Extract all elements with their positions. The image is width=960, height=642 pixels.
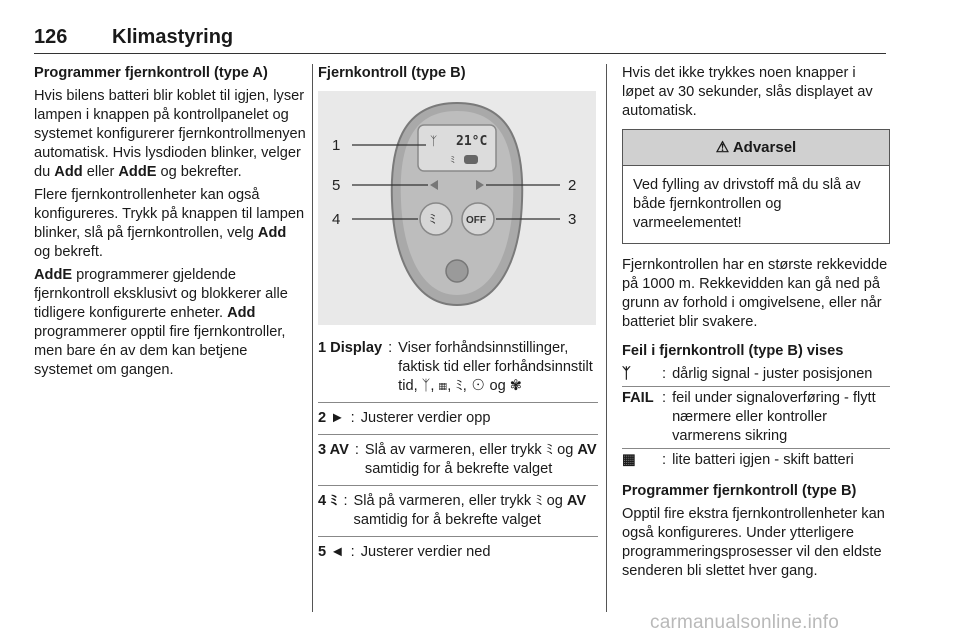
legend-item-off <box>318 441 598 479</box>
signal-icon: ᛉ <box>622 366 631 382</box>
legend-term: 3 AV <box>318 442 349 458</box>
column-3 <box>622 64 890 585</box>
legend-term: 2 ► <box>318 410 345 426</box>
fail-desc: lite batteri igjen - skift batteri <box>672 452 854 468</box>
text: Hvis bilens batteri blir koblet til igjen, lyser lampen i knappen på kontrollpanelet og systemet konfigurerer fjernkontrollmenyen automatisk. Hvis lysdioden blinker, velger du <box>34 88 306 180</box>
fail-desc: feil under signaloverføring - flytt nærmere eller kontroller varmerens sikring <box>672 390 876 444</box>
section-heading-type-b: Fjernkontroll (type B) <box>318 65 466 81</box>
legend-term: 4 ﾐ <box>318 493 338 509</box>
column-divider-2 <box>606 64 607 612</box>
fail-sep: : <box>662 366 667 382</box>
fail-item-battery <box>622 451 890 470</box>
legend-item-on <box>318 492 598 530</box>
column-1 <box>34 64 306 384</box>
column-2 <box>318 64 598 562</box>
legend-desc <box>354 492 598 530</box>
legend-term: 5 ◄ <box>318 544 345 560</box>
section-heading-type-a: Programmer fjernkontroll (type A) <box>34 65 268 81</box>
warning-header <box>623 130 889 166</box>
divider <box>622 448 890 449</box>
callout-3: 3 <box>568 211 577 228</box>
warning-box <box>622 129 890 244</box>
legend-desc: Justerer verdier opp <box>360 410 491 426</box>
legend-item-down <box>318 543 598 562</box>
heat-icon: ﾐ <box>429 212 436 228</box>
paragraph-range: Fjernkontrollen har en største rekkevidde på 1000 m. Rekkevidden kan gå ned på grunn av forhold i omgivelsene, eller når batteriet blir svakere. <box>622 257 888 330</box>
heat-button[interactable] <box>420 203 452 235</box>
chapter-title: Klimastyring <box>112 26 234 48</box>
callout-5: 5 <box>332 177 341 194</box>
divider <box>318 485 598 486</box>
fail-term: FAIL <box>622 390 654 406</box>
fail-heading: Feil i fjernkontroll (type B) vises <box>622 343 844 359</box>
callout-4: 4 <box>332 211 341 228</box>
divider <box>622 386 890 387</box>
fail-list <box>622 365 890 470</box>
term-add: Add <box>257 225 287 241</box>
header-rule <box>34 53 886 54</box>
callout-2: 2 <box>568 177 577 194</box>
text: Flere fjernkontrollenheter kan også konfigureres. Trykk på knappen til lampen blinker, slå på fjernkontrollen, velg <box>34 187 305 241</box>
text: programmerer opptil fire fjernkontroller, men bare én av dem kan betjene systemet om gangen. <box>34 324 286 378</box>
warning-body: Ved fylling av drivstoff må du slå av både fjernkontrollen og varmeelementet! <box>633 177 861 231</box>
display-heat-icon: ﾐ <box>450 155 455 166</box>
legend-sep: : <box>343 493 348 509</box>
lower-button[interactable] <box>446 260 468 282</box>
legend-sep: : <box>350 410 355 426</box>
text: programmerer gjeldende fjernkontroll eksklusivt og blokkerer alle tidligere konfigurerte enheter. <box>34 267 288 321</box>
term-add: Add <box>54 164 83 180</box>
fail-item-signal <box>622 365 890 384</box>
legend-desc: Justerer verdier ned <box>360 544 491 560</box>
term-add: Add <box>227 305 256 321</box>
heat-icon: ﾐ <box>545 442 554 458</box>
legend-desc <box>365 441 598 479</box>
column-divider-1 <box>312 64 313 612</box>
text: og <box>553 442 578 458</box>
warning-title: Advarsel <box>732 139 797 156</box>
fail-item-fail <box>622 389 890 446</box>
callout-1: 1 <box>332 137 341 154</box>
off-label: OFF <box>466 215 486 226</box>
divider <box>318 536 598 537</box>
page-header <box>34 26 886 52</box>
page-number: 126 <box>34 26 68 48</box>
remote-control-figure <box>318 91 596 325</box>
fail-desc: dårlig signal - juster posisjonen <box>672 366 873 382</box>
paragraph-program: Opptil fire ekstra fjernkontrollenheter kan også konfigureres. Under ytterligere programmeringsprosesser vil den eldste senderen bli slettet hver gang. <box>622 506 885 579</box>
divider <box>318 434 598 435</box>
heat-icon: ﾐ <box>535 493 543 509</box>
legend-item-display <box>318 339 598 396</box>
legend-desc: Viser forhåndsinnstillinger, faktisk tid eller forhåndsinnstilt tid, ᛉ, ▦, ﾐ, ⊙ og ✾ <box>398 340 593 394</box>
legend-sep: : <box>354 442 359 458</box>
legend-item-up <box>318 409 598 428</box>
fail-sep: : <box>662 390 667 406</box>
legend-list <box>318 339 598 562</box>
text: og bekreft. <box>34 244 103 260</box>
paragraph-1 <box>34 87 306 182</box>
text: og <box>542 493 567 509</box>
text: Slå av varmeren, eller trykk <box>364 442 546 458</box>
paragraph-3 <box>34 266 306 380</box>
legend-sep: : <box>350 544 355 560</box>
display-battery-icon <box>464 155 478 164</box>
fail-sep: : <box>662 452 667 468</box>
display-temperature: 21°C <box>456 134 488 149</box>
term-av: AV <box>577 442 597 458</box>
divider <box>318 402 598 403</box>
paragraph-timeout: Hvis det ikke trykkes noen knapper i løpet av 30 sekunder, slås displayet av automatisk. <box>622 65 873 119</box>
term-av: AV <box>566 493 587 509</box>
program-heading: Programmer fjernkontroll (type B) <box>622 483 857 499</box>
text: Slå på varmeren, eller trykk <box>353 493 536 509</box>
legend-term: 1 Display <box>318 340 383 356</box>
warning-icon: ⚠ <box>715 139 730 156</box>
watermark: carmanualsonline.info <box>650 612 840 633</box>
term-adde: AddE <box>34 267 73 283</box>
paragraph-2 <box>34 186 306 262</box>
text: og bekrefter. <box>156 164 242 180</box>
text: eller <box>82 164 119 180</box>
display-icon: ᛉ <box>430 134 438 148</box>
text: samtidig for å bekrefte valget <box>353 512 541 528</box>
legend-sep: : <box>388 340 393 356</box>
battery-icon: ▦ <box>622 452 636 468</box>
text: samtidig for å bekrefte valget <box>364 461 553 477</box>
term-adde: AddE <box>118 164 157 180</box>
